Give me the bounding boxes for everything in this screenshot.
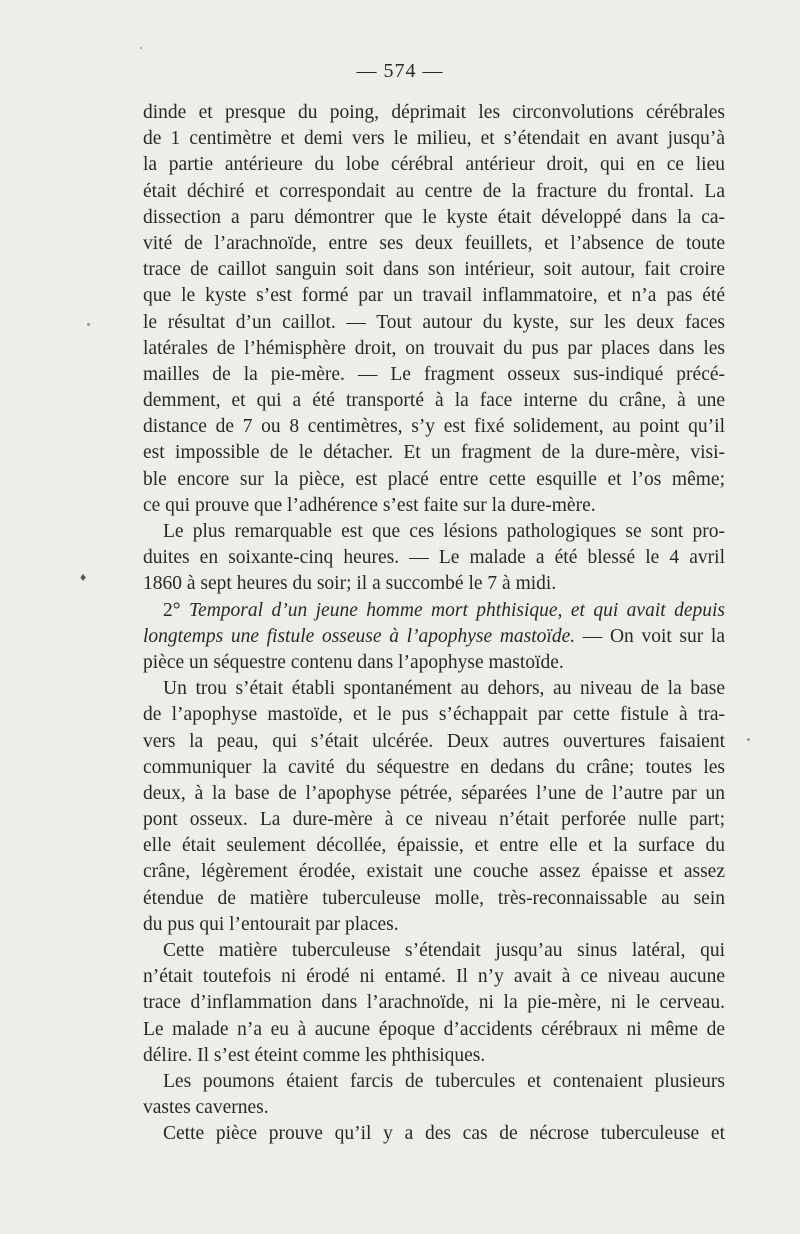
text-span: pont osseux. La dure-mère à ce niveau n’était perforée nulle part; bbox=[143, 809, 725, 831]
text-span: — On voit sur la bbox=[575, 625, 726, 647]
text-line bbox=[143, 1121, 725, 1147]
text-line bbox=[143, 859, 725, 885]
text-line bbox=[143, 545, 725, 571]
text-span: communiquer la cavité du séquestre en dedans du crâne; toutes les bbox=[143, 756, 725, 778]
text-line bbox=[143, 100, 725, 126]
text-span: de l’apophyse mastoïde, et le pus s’échappait par cette fistule à tra- bbox=[143, 704, 725, 726]
text-line bbox=[143, 310, 725, 336]
text-line bbox=[143, 781, 725, 807]
text-line bbox=[143, 440, 725, 466]
text-line bbox=[143, 807, 725, 833]
text-span: Un trou s’était établi spontanément au dehors, au niveau de la base bbox=[163, 678, 725, 700]
text-span: n’était toutefois ni érodé ni entamé. Il n’y avait à ce niveau aucune bbox=[143, 966, 725, 988]
text-line bbox=[143, 205, 725, 231]
text-span: duites en soixante-cinq heures. — Le malade a été blessé le 4 avril bbox=[143, 547, 725, 569]
text-span: vité de l’arachnoïde, entre ses deux feuillets, et l’absence de toute bbox=[143, 232, 725, 254]
text-line bbox=[143, 179, 725, 205]
text-span: ce qui prouve que l’adhérence s’est faite sur la dure-mère. bbox=[143, 494, 596, 516]
text-span: latérales de l’hémisphère droit, on trouvait du pus par places dans les bbox=[143, 337, 725, 359]
text-line bbox=[143, 388, 725, 414]
text-span: dinde et presque du poing, déprimait les circonvolutions cérébrales bbox=[143, 102, 725, 123]
text-line bbox=[143, 755, 725, 781]
text-span: Le malade n’a eu à aucune époque d’accidents cérébraux ni même de bbox=[143, 1018, 725, 1040]
text-span: étendue de matière tuberculeuse molle, très-reconnaissable au sein bbox=[143, 887, 725, 909]
text-line bbox=[143, 1043, 725, 1069]
text-line bbox=[143, 152, 725, 178]
text-span: trace de caillot sanguin soit dans son intérieur, soit autour, fait croire bbox=[143, 259, 725, 281]
text-span: crâne, légèrement érodée, existait une couche assez épaisse et assez bbox=[143, 861, 725, 883]
text-span: distance de 7 ou 8 centimètres, s’y est fixé solidement, au point qu’il bbox=[143, 416, 725, 438]
text-line bbox=[143, 519, 725, 545]
text-line bbox=[143, 1095, 725, 1121]
text-line bbox=[143, 414, 725, 440]
text-span: du pus qui l’entourait par places. bbox=[143, 913, 399, 935]
text-line bbox=[143, 886, 725, 912]
text-line bbox=[143, 624, 725, 650]
text-line bbox=[143, 1017, 725, 1043]
italic-text: Temporal d’un jeune homme mort phthisique, et qui avait depuis bbox=[188, 599, 725, 621]
text-span: que le kyste s’est formé par un travail inflammatoire, et n’a pas été bbox=[143, 285, 725, 307]
text-span: deux, à la base de l’apophyse pétrée, séparées l’une de l’autre par un bbox=[143, 782, 725, 804]
margin-mark-icon: ♦ bbox=[80, 570, 87, 584]
body-text bbox=[143, 100, 725, 1148]
text-line bbox=[143, 702, 725, 728]
text-span: dissection a paru démontrer que le kyste était développé dans la ca- bbox=[143, 206, 725, 228]
text-span: pièce un séquestre contenu dans l’apophyse mastoïde. bbox=[143, 651, 564, 673]
text-line bbox=[143, 231, 725, 257]
text-span: délire. Il s’est éteint comme les phthisiques. bbox=[143, 1044, 486, 1066]
text-span: ble encore sur la pièce, est placé entre cette esquille et l’os même; bbox=[143, 468, 725, 490]
text-line bbox=[143, 729, 725, 755]
text-span: vers la peau, qui s’était ulcérée. Deux autres ouvertures faisaient bbox=[143, 730, 725, 752]
text-span: le résultat d’un caillot. — Tout autour du kyste, sur les deux faces bbox=[143, 311, 725, 333]
ink-speck bbox=[747, 738, 750, 741]
ink-speck bbox=[140, 47, 142, 49]
text-line bbox=[143, 990, 725, 1016]
ink-speck bbox=[87, 323, 90, 326]
text-span: vastes cavernes. bbox=[143, 1097, 269, 1119]
text-line bbox=[143, 493, 725, 519]
text-line bbox=[143, 283, 725, 309]
text-line bbox=[143, 1069, 725, 1095]
text-span: de 1 centimètre et demi vers le milieu, et s’étendait en avant jusqu’à bbox=[143, 128, 725, 150]
text-span: Cette pièce prouve qu’il y a des cas de nécrose tuberculeuse et bbox=[163, 1123, 725, 1145]
text-line bbox=[143, 362, 725, 388]
text-span: Les poumons étaient farcis de tubercules et contenaient plusieurs bbox=[163, 1070, 725, 1092]
text-line bbox=[143, 336, 725, 362]
text-span: mailles de la pie-mère. — Le fragment osseux sus-indiqué précé- bbox=[143, 363, 725, 385]
italic-text: longtemps une fistule osseuse à l’apophyse mastoïde. bbox=[143, 625, 576, 647]
text-line bbox=[143, 571, 725, 597]
text-line bbox=[143, 833, 725, 859]
text-span: trace d’inflammation dans l’arachnoïde, ni la pie-mère, ni le cerveau. bbox=[143, 992, 725, 1014]
text-line bbox=[143, 598, 725, 624]
text-span: Le plus remarquable est que ces lésions pathologiques se sont pro- bbox=[163, 521, 725, 542]
text-span: 2° bbox=[163, 599, 189, 621]
text-line bbox=[143, 126, 725, 152]
text-line bbox=[143, 912, 725, 938]
text-line bbox=[143, 938, 725, 964]
text-line bbox=[143, 467, 725, 493]
text-span: demment, et qui a été transporté à la face interne du crâne, à une bbox=[143, 390, 725, 412]
text-span: Cette matière tuberculeuse s’étendait jusqu’au sinus latéral, qui bbox=[163, 940, 725, 961]
text-span: est impossible de le détacher. Et un fragment de la dure-mère, visi- bbox=[143, 442, 725, 464]
text-span: la partie antérieure du lobe cérébral antérieur droit, qui en ce lieu bbox=[143, 154, 725, 176]
text-span: était déchiré et correspondait au centre de la fracture du frontal. La bbox=[143, 180, 725, 202]
text-line bbox=[143, 650, 725, 676]
text-span: elle était seulement décollée, épaissie, et entre elle et la surface du bbox=[143, 835, 725, 857]
page-number: — 574 — bbox=[356, 60, 444, 82]
text-line bbox=[143, 964, 725, 990]
text-span: 1860 à sept heures du soir; il a succombé le 7 à midi. bbox=[143, 573, 557, 595]
text-line bbox=[143, 257, 725, 283]
text-line bbox=[143, 676, 725, 702]
